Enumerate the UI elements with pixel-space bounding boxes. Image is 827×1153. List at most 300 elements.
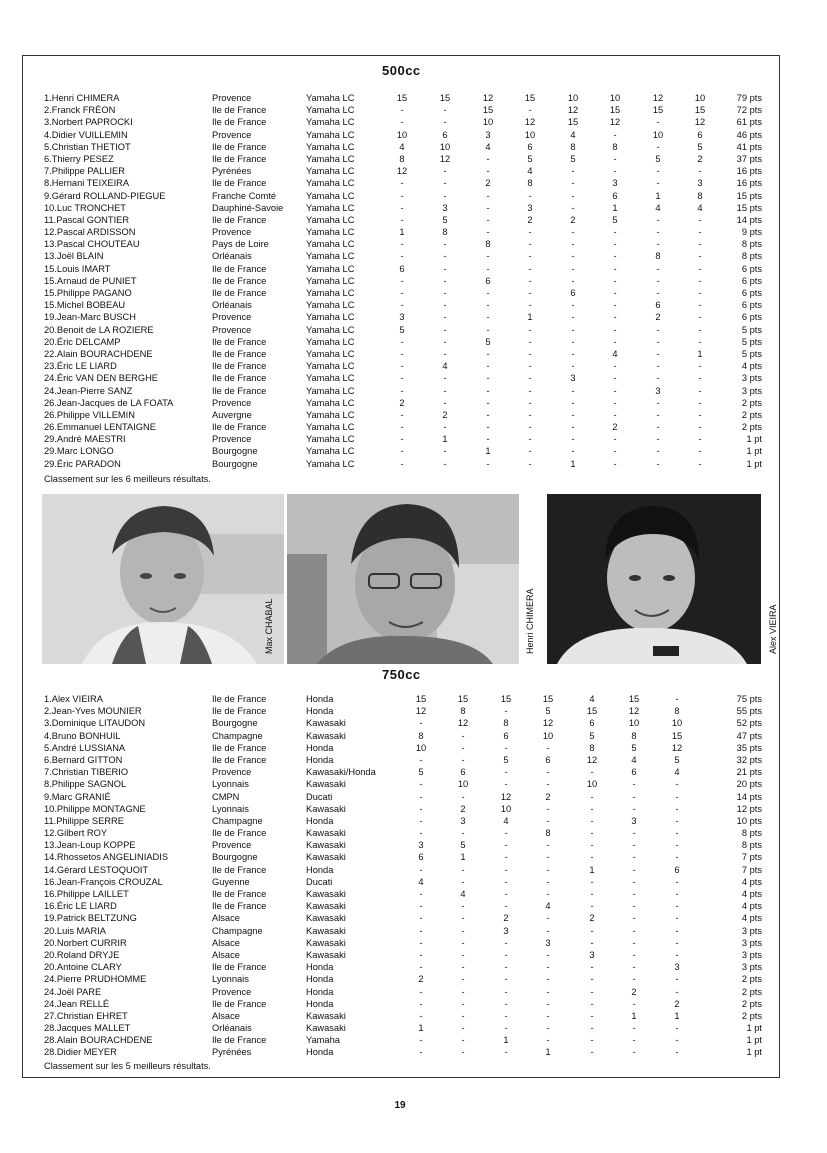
round-score: - [675,876,679,887]
rider-name: 16.Éric LE LIARD [44,901,117,912]
round-score: 4 [503,815,509,826]
round-score: - [546,913,550,924]
table-row [0,864,800,876]
round-score: - [675,791,679,802]
round-score: - [590,815,594,826]
round-score: - [461,742,465,753]
round-score: - [528,288,532,298]
round-score: - [443,422,447,433]
rider-region: Lyonnais [212,779,249,790]
rider-bike: Yamaha LC [306,251,355,262]
rider-name: 29.André MAESTRI [44,434,126,445]
rider-name: 26.Philippe VILLEMIN [44,409,135,420]
rider-region: Provence [212,93,252,103]
round-score: 1 [399,227,405,238]
round-score: - [443,397,447,408]
round-score: - [613,312,617,323]
round-score: - [656,214,660,225]
table-row [0,299,800,311]
rider-name: 15.Arnaud de PUNIET [44,275,137,286]
round-score: - [504,962,508,973]
round-score: - [698,336,702,347]
round-score: 5 [589,730,595,741]
round-score: - [546,962,550,973]
total-points: 2 pts [741,986,762,997]
round-score: 5 [697,141,703,152]
rider-name: 15.Philippe PAGANO [44,288,132,298]
round-score: - [675,779,679,790]
round-score: - [571,202,575,213]
round-score: 10 [396,129,408,140]
round-score: 8 [697,190,703,201]
round-score: 3 [655,385,661,396]
round-score: 4 [460,889,466,899]
round-score: 1 [545,1047,551,1058]
round-score: - [698,458,702,469]
table-row [0,287,800,299]
round-score: - [571,263,575,274]
round-score: - [528,263,532,274]
round-score: - [613,153,617,164]
round-score: - [528,422,532,433]
rider-name: 24.Éric VAN DEN BERGHE [44,373,159,384]
section-500-note: Classement sur les 6 meilleurs résultats. [44,474,211,484]
round-score: 10 [542,730,554,741]
round-score: - [486,288,490,298]
round-score: - [443,300,447,311]
round-score: 6 [503,730,509,741]
round-score: - [419,1035,423,1046]
rider-name: 24.Jean-Pierre SANZ [44,385,133,396]
rider-name: 20.Antoine CLARY [44,962,122,973]
total-points: 3 pts [741,949,762,960]
section-750-title: 750cc [382,667,421,682]
round-score: 15 [524,93,536,103]
round-score: 12 [671,742,683,753]
round-score: - [443,458,447,469]
round-score: - [461,998,465,1009]
round-score: 12 [396,166,408,177]
rider-region: Ile de France [212,361,267,372]
round-score: - [675,889,679,899]
round-score: - [528,458,532,469]
table-row [0,839,800,851]
round-score: - [656,239,660,250]
rider-region: Ile de France [212,336,267,347]
total-points: 6 pts [741,312,762,323]
round-score: - [656,166,660,177]
round-score: - [504,779,508,790]
rider-region: CMPN [212,791,240,802]
total-points: 3 pts [741,937,762,948]
round-score: - [546,779,550,790]
rider-name: 2.Franck FRÉON [44,105,116,116]
table-row [0,190,800,202]
round-score: - [675,1023,679,1034]
round-score: - [443,288,447,298]
round-score: 10 [652,129,664,140]
round-score: - [400,214,404,225]
round-score: - [698,166,702,177]
table-row [0,336,800,348]
caption-max-chabal: Max CHABAL [264,598,274,654]
rider-name: 8.Philippe SAGNOL [44,779,127,790]
round-score: - [504,876,508,887]
rider-region: Ile de France [212,275,267,286]
round-score: 12 [524,117,536,128]
table-row [0,397,800,409]
round-score: - [419,901,423,912]
photo-max-chabal [42,494,284,664]
round-score: - [698,397,702,408]
total-points: 3 pts [741,962,762,973]
rider-name: 20.Luis MARIA [44,925,107,936]
round-score: - [698,214,702,225]
round-score: - [656,373,660,384]
rider-bike: Kawasaki [306,1010,346,1021]
round-score: - [504,828,508,839]
total-points: 6 pts [741,288,762,298]
rider-name: 7.Christian TIBERIO [44,767,129,778]
round-score: - [656,348,660,359]
rider-region: Lyonnais [212,974,249,985]
rider-bike: Kawasaki/Honda [306,767,376,778]
rider-region: Lyonnais [212,803,249,814]
round-score: 15 [652,105,664,116]
round-score: - [546,840,550,851]
rider-name: 19.Jean-Marc BUSCH [44,312,136,323]
table-row [0,986,800,998]
round-score: - [419,913,423,924]
rider-region: Alsace [212,1010,240,1021]
round-score: 3 [545,937,551,948]
rider-bike: Honda [306,815,334,826]
round-score: - [528,397,532,408]
table-row [0,92,800,104]
round-score: - [461,1047,465,1058]
total-points: 35 pts [736,742,762,753]
round-score: 4 [570,129,576,140]
rider-name: 4.Bruno BONHUIL [44,730,121,741]
total-points: 8 pts [741,828,762,839]
round-score: - [590,925,594,936]
total-points: 16 pts [736,178,762,189]
rider-name: 26.Emmanuel LENTAIGNE [44,422,156,433]
round-score: - [590,828,594,839]
round-score: - [504,949,508,960]
round-score: 10 [671,718,683,729]
round-score: - [698,275,702,286]
round-score: - [613,409,617,420]
total-points: 16 pts [736,166,762,177]
round-score: - [656,178,660,189]
table-row [0,324,800,336]
table-row [0,937,800,949]
round-score: 10 [415,742,427,753]
rider-name: 15.Michel BOBEAU [44,300,126,311]
round-score: - [486,434,490,445]
round-score: 4 [545,901,551,912]
round-score: - [419,754,423,765]
table-row [0,348,800,360]
rider-name: 7.Philippe PALLIER [44,166,125,177]
round-score: - [698,385,702,396]
round-score: 5 [442,214,448,225]
round-score: 6 [674,864,680,875]
round-score: - [461,864,465,875]
round-score: - [400,348,404,359]
round-score: - [632,1023,636,1034]
total-points: 4 pts [741,901,762,912]
round-score: 6 [399,263,405,274]
rider-region: Provence [212,227,252,238]
rider-name: 10.Philippe MONTAGNE [44,803,146,814]
table-row [0,165,800,177]
rider-region: Ile de France [212,348,267,359]
round-score: 3 [442,202,448,213]
round-score: 3 [527,202,533,213]
round-score: 2 [418,974,424,985]
round-score: - [486,202,490,213]
round-score: 2 [631,986,637,997]
rider-region: Ile de France [212,998,267,1009]
total-points: 6 pts [741,275,762,286]
round-score: 12 [628,706,640,717]
round-score: - [632,998,636,1009]
total-points: 1 pt [746,1047,762,1058]
round-score: - [613,251,617,262]
round-score: - [571,190,575,201]
total-points: 2 pts [741,397,762,408]
round-score: - [461,1035,465,1046]
round-score: - [419,962,423,973]
round-score: - [632,779,636,790]
rider-region: Ile de France [212,754,267,765]
round-score: - [546,864,550,875]
round-score: - [675,949,679,960]
rider-bike: Yamaha LC [306,397,355,408]
table-row [0,445,800,457]
round-score: - [546,876,550,887]
table-row [0,851,800,863]
table-row [0,888,800,900]
rider-region: Provence [212,986,252,997]
table-row [0,458,800,470]
round-score: - [632,1047,636,1058]
round-score: - [546,1035,550,1046]
round-score: - [590,852,594,863]
round-score: 5 [612,214,618,225]
rider-region: Champagne [212,730,263,741]
rider-region: Ile de France [212,117,267,128]
table-row [0,141,800,153]
round-score: - [656,336,660,347]
round-score: - [400,275,404,286]
round-score: 4 [631,754,637,765]
rider-bike: Yamaha LC [306,93,355,103]
table-row [0,1022,800,1034]
rider-name: 9.Marc GRANIÉ [44,791,111,802]
round-score: - [400,288,404,298]
table-row [0,153,800,165]
rider-name: 12.Pascal ARDISSON [44,227,136,238]
rider-bike: Kawasaki [306,828,346,839]
round-score: 5 [674,754,680,765]
round-score: - [571,397,575,408]
round-score: - [546,949,550,960]
round-score: - [571,336,575,347]
round-score: - [590,1023,594,1034]
total-points: 7 pts [741,864,762,875]
rider-name: 20.Norbert CURRIR [44,937,127,948]
round-score: - [486,312,490,323]
round-score: - [546,852,550,863]
round-score: - [486,348,490,359]
round-score: 2 [674,998,680,1009]
rider-bike: Yamaha LC [306,336,355,347]
round-score: 6 [485,275,491,286]
round-score: - [461,828,465,839]
table-row [0,238,800,250]
rider-region: Ile de France [212,742,267,753]
rider-name: 16.Philippe LAILLET [44,889,129,899]
round-score: - [400,117,404,128]
rider-region: Ile de France [212,422,267,433]
round-score: - [528,190,532,201]
total-points: 47 pts [736,730,762,741]
rider-region: Ile de France [212,153,267,164]
round-score: - [698,361,702,372]
round-score: - [656,227,660,238]
rider-bike: Honda [306,754,334,765]
table-row [0,876,800,888]
rider-region: Franche Comté [212,190,277,201]
round-score: 4 [442,361,448,372]
total-points: 72 pts [736,105,762,116]
round-score: 2 [503,913,509,924]
round-score: - [675,828,679,839]
round-score: - [656,409,660,420]
round-score: 12 [609,117,621,128]
round-score: 3 [399,312,405,323]
rider-bike: Yamaha LC [306,348,355,359]
total-points: 75 pts [736,694,762,704]
round-score: - [528,446,532,457]
round-score: - [571,434,575,445]
round-score: - [443,336,447,347]
round-score: - [698,288,702,298]
round-score: 1 [527,312,533,323]
rider-name: 11.Philippe SERRE [44,815,124,826]
total-points: 2 pts [741,998,762,1009]
round-score: - [675,925,679,936]
rider-region: Ile de France [212,373,267,384]
rider-region: Ile de France [212,901,267,912]
rider-region: Bourgogne [212,718,258,729]
round-score: - [571,446,575,457]
rider-bike: Honda [306,974,334,985]
round-score: - [443,446,447,457]
round-score: - [590,889,594,899]
rider-name: 5.Christian THETIOT [44,141,131,152]
round-score: - [698,422,702,433]
rider-bike: Yamaha LC [306,202,355,213]
round-score: 2 [485,178,491,189]
rider-region: Bourgogne [212,852,258,863]
round-score: 4 [674,767,680,778]
round-score: - [571,275,575,286]
round-score: - [656,434,660,445]
round-score: - [486,422,490,433]
rider-bike: Ducati [306,791,333,802]
rider-bike: Honda [306,706,334,717]
round-score: 15 [694,105,706,116]
round-score: 12 [415,706,427,717]
round-score: - [632,937,636,948]
rider-name: 24.Jean RELLÉ [44,998,110,1009]
round-score: - [504,742,508,753]
total-points: 32 pts [736,754,762,765]
rider-bike: Yamaha LC [306,166,355,177]
rider-bike: Honda [306,864,334,875]
total-points: 7 pts [741,852,762,863]
round-score: 15 [500,694,512,704]
round-score: - [675,803,679,814]
round-score: - [443,239,447,250]
photo-strip [42,494,778,664]
rider-bike: Ducati [306,876,333,887]
round-score: - [528,409,532,420]
round-score: 6 [697,129,703,140]
round-score: - [613,446,617,457]
table-row [0,815,800,827]
table-row [0,730,800,742]
round-score: 4 [418,876,424,887]
round-score: - [528,324,532,335]
rider-region: Alsace [212,949,240,960]
round-score: 1 [674,1010,680,1021]
round-score: 8 [485,239,491,250]
rider-region: Champagne [212,925,263,936]
round-score: - [698,263,702,274]
rider-bike: Honda [306,986,334,997]
round-score: - [528,251,532,262]
round-score: 10 [586,779,598,790]
round-score: - [546,998,550,1009]
round-score: - [632,864,636,875]
total-points: 3 pts [741,373,762,384]
table-row [0,705,800,717]
rider-bike: Yamaha LC [306,288,355,298]
rider-bike: Honda [306,694,334,704]
round-score: 3 [460,815,466,826]
round-score: 1 [697,348,703,359]
total-points: 8 pts [741,239,762,250]
round-score: 3 [570,373,576,384]
round-score: - [400,178,404,189]
rider-region: Ile de France [212,214,267,225]
round-score: - [632,1035,636,1046]
round-score: - [400,409,404,420]
round-score: - [632,791,636,802]
rider-name: 13.Pascal CHOUTEAU [44,239,140,250]
round-score: - [504,889,508,899]
total-points: 3 pts [741,925,762,936]
table-row [0,791,800,803]
round-score: 10 [628,718,640,729]
round-score: - [675,852,679,863]
round-score: 4 [527,166,533,177]
